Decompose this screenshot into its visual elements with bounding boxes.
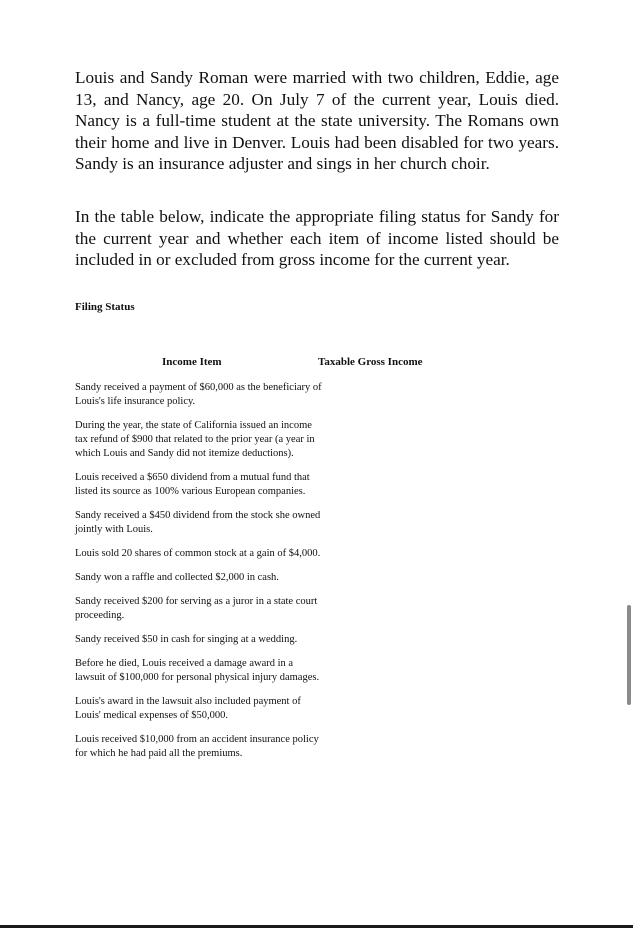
income-item: Sandy received a $450 dividend from the stock she owned jointly with Louis. — [75, 510, 321, 535]
filing-status-label: Filing Status — [75, 301, 135, 313]
income-item: Before he died, Louis received a damage award in a lawsuit of $100,000 for personal physical injury damages. — [75, 658, 320, 683]
intro-paragraph-facts: Louis and Sandy Roman were married with two children, Eddie, age 13, and Nancy, age 20. On July 7 of the current year, Louis died. Nancy is a full-time student at the state university. The Romans own their home and live in Denver. Louis had been disabled for two years. Sandy is an insurance adjuster and sings in her church choir. — [75, 68, 559, 173]
income-item: Louis's award in the lawsuit also included payment of Louis' medical expenses of $50,000. — [75, 696, 301, 721]
income-item: Sandy received a payment of $60,000 as the beneficiary of Louis's life insurance policy. — [75, 382, 322, 407]
taxable-gross-income-column-header: Taxable Gross Income — [318, 356, 423, 368]
income-item: Sandy won a raffle and collected $2,000 in cash. — [75, 572, 279, 583]
income-item: Louis received $10,000 from an accident insurance policy for which he had paid all the premiums. — [75, 734, 319, 759]
income-item: Louis sold 20 shares of common stock at a gain of $4,000. — [75, 548, 321, 559]
vertical-scrollbar[interactable] — [627, 605, 631, 705]
income-item: Louis received a $650 dividend from a mutual fund that listed its source as 100% various European companies. — [75, 472, 310, 497]
income-item: During the year, the state of California issued an income tax refund of $900 that related to the prior year (a year in which Louis and Sandy did not itemize deductions). — [75, 420, 315, 459]
income-item: Sandy received $200 for serving as a juror in a state court proceeding. — [75, 596, 318, 621]
income-item-column-header: Income Item — [162, 356, 222, 368]
income-item-list — [75, 381, 323, 771]
intro-paragraph-instructions: In the table below, indicate the appropriate filing status for Sandy for the current year and whether each item of income listed should be included in or excluded from gross income for the current year. — [75, 207, 559, 269]
income-item: Sandy received $50 in cash for singing at a wedding. — [75, 634, 298, 645]
